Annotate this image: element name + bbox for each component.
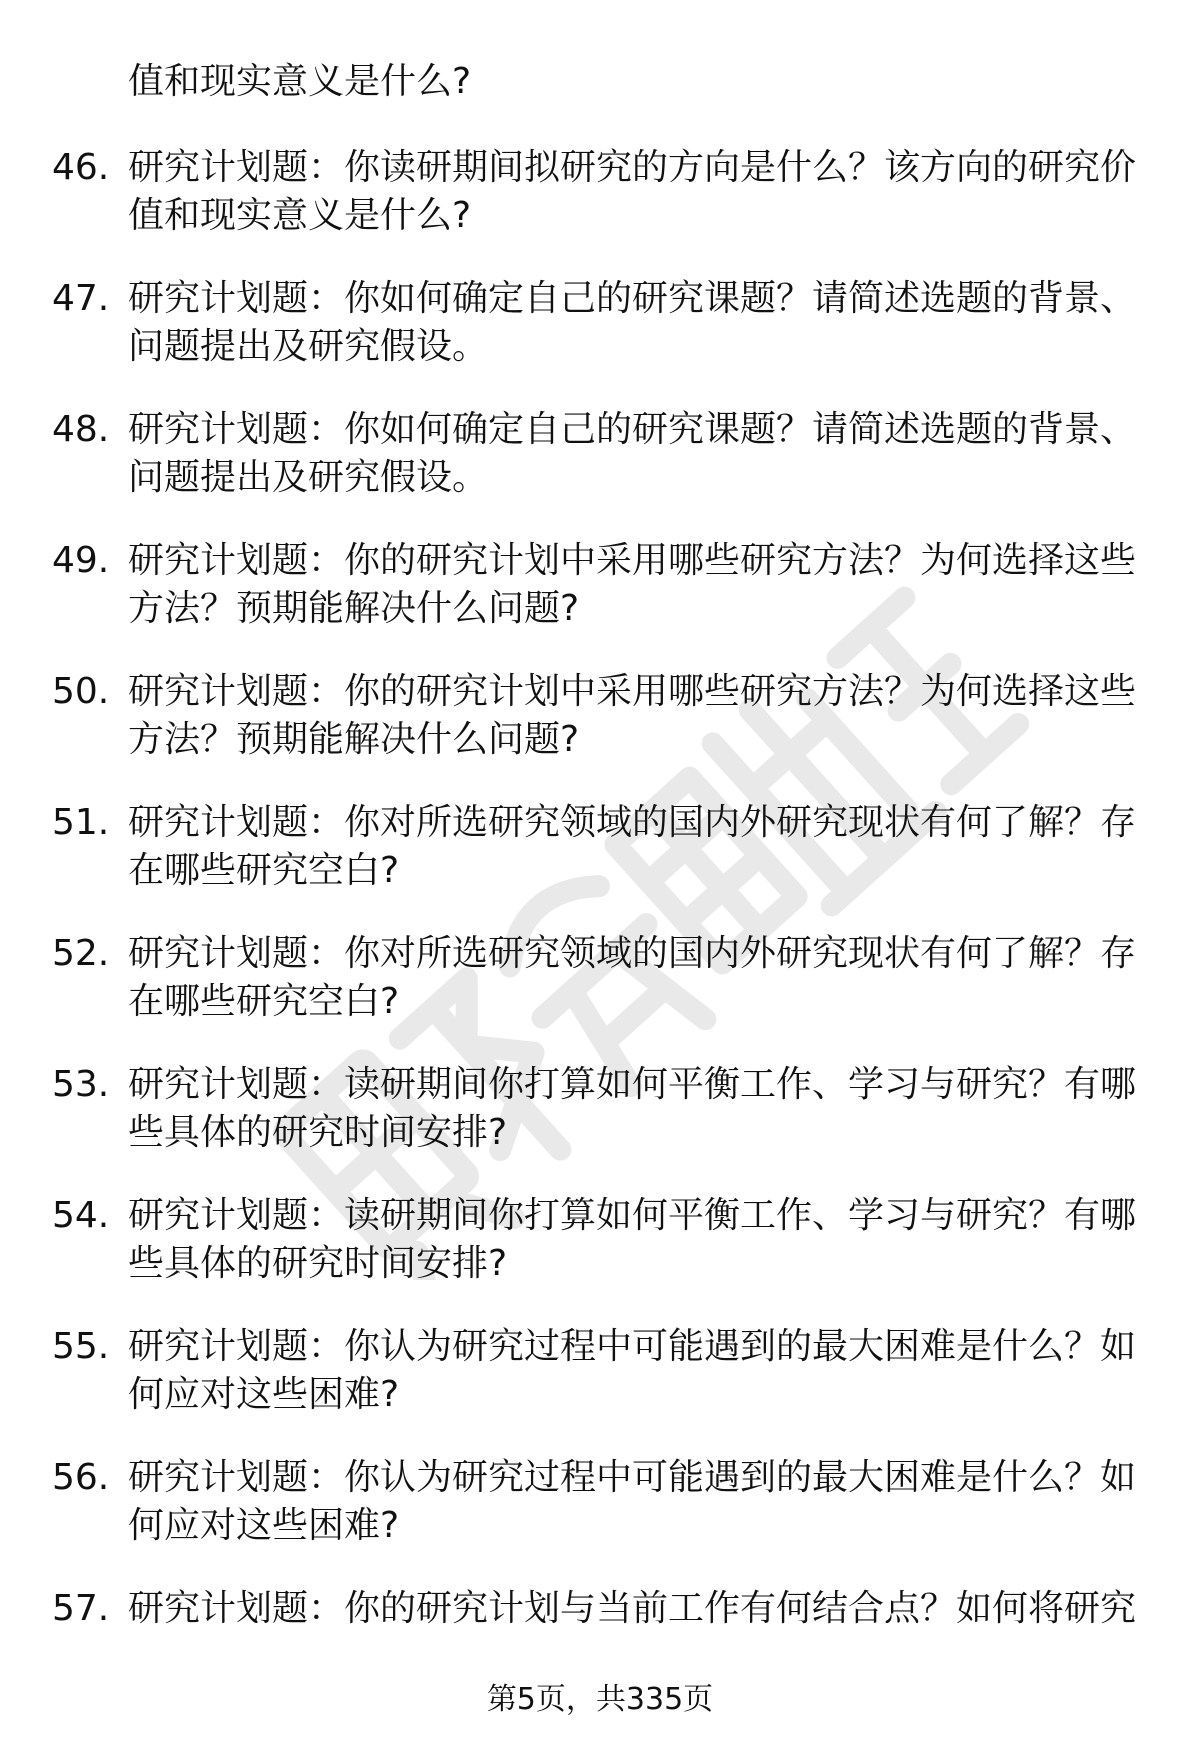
question-text-line: 值和现实意义是什么? [128,195,472,236]
question-text [128,930,1144,1026]
question-text-line: 研究计划题：你如何确定自己的研究课题？请简述选题的背景、 [128,409,1137,450]
question-item [52,1323,1152,1454]
question-text-line: 问题提出及研究假设。 [128,326,489,367]
question-number: 50. [52,671,110,712]
question-number: 52. [52,933,110,974]
question-text [128,1323,1144,1419]
question-text-line: 研究计划题：你的研究计划与当前工作有何结合点？如何将研究 [128,1588,1137,1629]
question-text-line: 研究计划题：你的研究计划中采用哪些研究方法？为何选择这些 [128,671,1137,712]
question-number: 56. [52,1457,110,1498]
question-text-line: 方法？预期能解决什么问题? [128,719,580,760]
question-text-line: 研究计划题：你读研期间拟研究的方向是什么？该方向的研究价 [128,147,1137,188]
question-text [128,1192,1144,1288]
question-text-line: 研究计划题：读研期间你打算如何平衡工作、学习与研究？有哪 [128,1195,1137,1236]
question-item [52,275,1152,406]
question-text-line: 何应对这些困难? [128,1374,400,1415]
question-number: 48. [52,409,110,450]
question-item [52,144,1152,275]
question-text-line: 研究计划题：你认为研究过程中可能遇到的最大困难是什么？如 [128,1326,1137,1367]
question-text-line: 研究计划题：读研期间你打算如何平衡工作、学习与研究？有哪 [128,1064,1137,1105]
question-text-line: 研究计划题：你如何确定自己的研究课题？请简述选题的背景、 [128,278,1137,319]
question-text-line: 研究计划题：你认为研究过程中可能遇到的最大困难是什么？如 [128,1457,1137,1498]
question-item [52,799,1152,930]
question-item [52,406,1152,537]
question-number: 46. [52,147,110,188]
question-text [128,799,1144,895]
question-text-line: 在哪些研究空白? [128,981,400,1022]
question-text [128,406,1144,502]
question-text [128,668,1144,764]
question-list [52,144,1152,1716]
question-number: 51. [52,802,110,843]
question-text [128,1585,1144,1633]
continuation-text: 值和现实意义是什么? [128,61,472,102]
question-item [52,1192,1152,1323]
question-item [52,1061,1152,1192]
question-text-line: 些具体的研究时间安排? [128,1112,508,1153]
question-item [52,537,1152,668]
question-number: 49. [52,540,110,581]
question-number: 54. [52,1195,110,1236]
question-text [128,275,1144,371]
question-number: 55. [52,1326,110,1367]
question-text-line: 方法？预期能解决什么问题? [128,588,580,629]
question-number: 57. [52,1588,110,1629]
question-text-line: 研究计划题：你对所选研究领域的国内外研究现状有何了解？存 [128,933,1137,974]
question-number: 47. [52,278,110,319]
question-item [52,1454,1152,1585]
question-text [128,537,1144,633]
question-text [128,144,1144,240]
page-number: 第5页，共335页 [486,1682,714,1717]
question-text-line: 研究计划题：你对所选研究领域的国内外研究现状有何了解？存 [128,802,1137,843]
question-text-line: 问题提出及研究假设。 [128,457,489,498]
question-text-line: 研究计划题：你的研究计划中采用哪些研究方法？为何选择这些 [128,540,1137,581]
question-item [52,930,1152,1061]
question-text-line: 何应对这些困难? [128,1505,400,1546]
question-item [52,668,1152,799]
question-text [128,1061,1144,1157]
question-text [128,1454,1144,1550]
question-text-line: 些具体的研究时间安排? [128,1243,508,1284]
question-text-line: 在哪些研究空白? [128,850,400,891]
question-number: 53. [52,1064,110,1105]
